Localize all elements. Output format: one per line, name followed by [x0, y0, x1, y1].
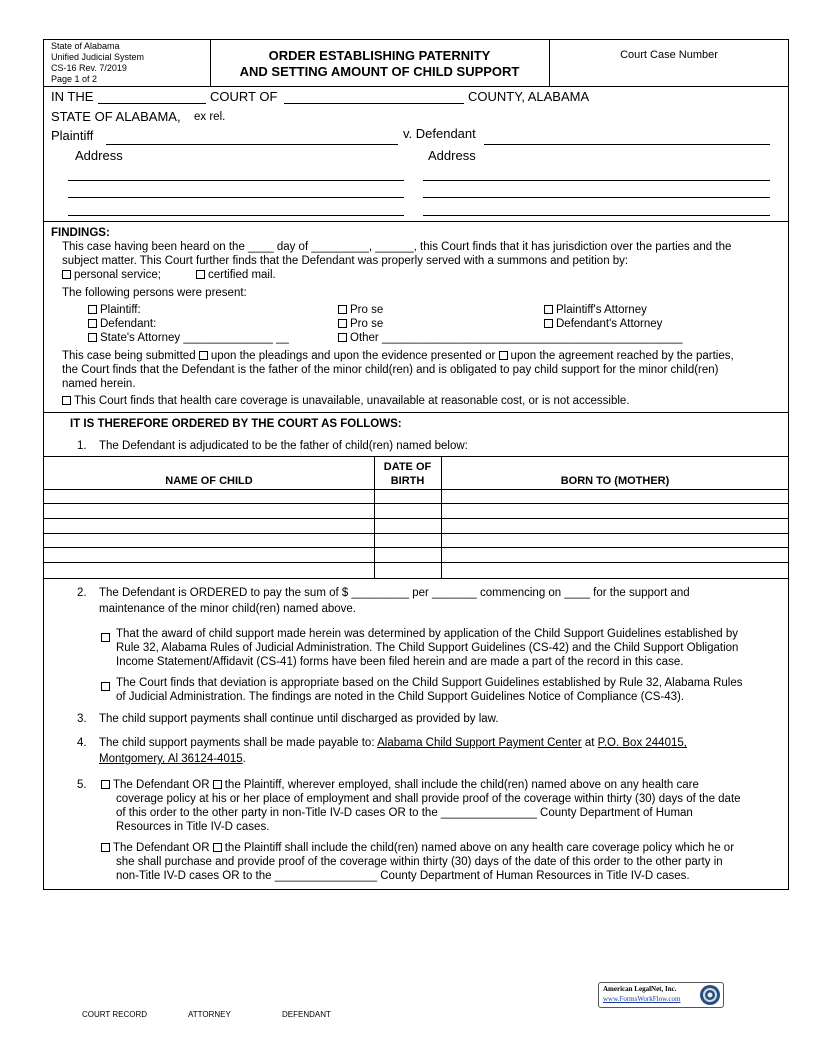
- plaintiff-attorney-label: Plaintiff's Attorney: [556, 304, 647, 316]
- payee-name: Alabama Child Support Payment Center: [377, 737, 582, 749]
- caption-divider: [43, 221, 789, 222]
- plaintiff-attorney-option[interactable]: [544, 303, 647, 317]
- item5a-plaintiff-checkbox[interactable]: [213, 780, 222, 789]
- order-heading: IT IS THEREFORE ORDERED BY THE COURT AS FOLLOWS:: [70, 418, 402, 430]
- item3-text: The child support payments shall continue until discharged as provided by law.: [99, 713, 499, 725]
- footer-court-record: COURT RECORD: [82, 1010, 148, 1019]
- item4-intro: The child support payments shall be made payable to:: [99, 737, 375, 749]
- defendant-address-line-2[interactable]: [423, 197, 770, 198]
- item5b-defendant-checkbox[interactable]: [101, 843, 110, 852]
- defendant-address-label: Address: [428, 148, 476, 163]
- item5a-defendant-label: The Defendant OR: [113, 779, 210, 791]
- payee-city: Montgomery, Al 36124-4015: [99, 753, 243, 765]
- defendant-address-line-3[interactable]: [423, 215, 770, 216]
- defendant-label: v. Defendant: [403, 126, 476, 141]
- defendant-attorney-label: Defendant's Attorney: [556, 318, 663, 330]
- state-attorney-label: State's Attorney ______________ __: [100, 332, 289, 344]
- form-title-line1: ORDER ESTABLISHING PATERNITY: [268, 48, 491, 63]
- table-row[interactable]: [43, 562, 789, 563]
- col-dob-line1: DATE OF: [383, 461, 432, 473]
- header-vrule-2: [549, 39, 550, 86]
- item4-line2: [99, 752, 246, 766]
- item5a-text: the Plaintiff, wherever employed, shall include the child(ren) named above on any health care: [224, 779, 699, 791]
- defendant-present-checkbox[interactable]: [88, 319, 97, 328]
- county-field[interactable]: [284, 103, 464, 104]
- item5b-plaintiff-checkbox[interactable]: [213, 843, 222, 852]
- deviation-line1: The Court finds that deviation is appropriate based on the Child Support Guidelines established by Rule 32, Alabama Rules: [116, 677, 743, 689]
- present-state-attorney-option[interactable]: [88, 331, 289, 345]
- item5a-line1: [101, 778, 699, 792]
- other-present-label: Other _______________________________________________: [350, 332, 683, 344]
- col-born-to-mother: BORN TO (MOTHER): [560, 475, 670, 487]
- item5b-line2: she shall purchase and provide proof of the coverage within thirty (30) days of the date of this order to the other party in: [116, 856, 723, 868]
- item5a-line3: of this order to the other party in non-Title IV-D cases OR to the _______________ County Department of Human: [116, 807, 693, 819]
- defendant-address-line-1[interactable]: [423, 180, 770, 181]
- footer-defendant: DEFENDANT: [282, 1010, 331, 1019]
- agreement-checkbox[interactable]: [499, 351, 508, 360]
- logo-name: American LegalNet, Inc.: [603, 985, 677, 993]
- guidelines-line1: That the award of child support made herein was determined by application of the Child Support Guidelines established by: [116, 628, 739, 640]
- item4-number: 4.: [77, 737, 87, 749]
- findings-heading: FINDINGS:: [51, 227, 110, 239]
- globe-icon: [699, 984, 721, 1006]
- table-row[interactable]: [43, 518, 789, 519]
- state-exrel-label: STATE OF ALABAMA,: [51, 109, 181, 124]
- item1-text: The Defendant is adjudicated to be the father of child(ren) named below:: [99, 440, 468, 452]
- submitted-intro: This case being submitted: [62, 350, 196, 362]
- deviation-line2: of Judicial Administration. The findings are noted in the Child Support Guidelines Notice of Compliance (CS-43).: [116, 691, 685, 703]
- form-revision: CS-16 Rev. 7/2019: [51, 63, 127, 73]
- item1-number: 1.: [77, 440, 87, 452]
- pro-se-plaintiff-checkbox[interactable]: [338, 305, 347, 314]
- agreement-label: upon the agreement reached by the parties,: [510, 350, 734, 362]
- service-personal-option[interactable]: [62, 268, 161, 282]
- submitted-line2: the Court finds that the Defendant is the father of the minor child(ren) and is obligated to pay child support for the minor child(ren): [62, 364, 719, 376]
- findings-p1-line1: This case having been heard on the ____ day of _________, ______, this Court finds that it has jurisdiction over the parties and the: [62, 241, 732, 253]
- findings-p1-line2: subject matter. This Court further finds that the Defendant was properly served with a summons and petition by:: [62, 255, 629, 267]
- pro-se-plaintiff-label: Pro se: [350, 304, 384, 316]
- header-divider: [43, 86, 789, 87]
- in-the-label: IN THE: [51, 89, 94, 104]
- item4-line1: [99, 736, 687, 750]
- item5a-line4: Resources in Title IV-D cases.: [116, 821, 270, 833]
- item5b-line1: [101, 841, 734, 855]
- defendant-attorney-option[interactable]: [544, 317, 662, 331]
- pro-se-defendant-label: Pro se: [350, 318, 384, 330]
- certified-mail-checkbox[interactable]: [196, 270, 205, 279]
- item5b-text: the Plaintiff shall include the child(ren) named above on any health care coverage policy which he or: [224, 842, 735, 854]
- col-dob-line2: BIRTH: [390, 475, 425, 487]
- present-plaintiff-option[interactable]: [88, 303, 141, 317]
- court-type-field[interactable]: [98, 103, 206, 104]
- table-bottom-rule: [43, 578, 789, 579]
- pleadings-checkbox[interactable]: [199, 351, 208, 360]
- court-of-label: COURT OF: [210, 89, 278, 104]
- findings-divider: [43, 412, 789, 413]
- ex-rel-label: ex rel.: [194, 111, 226, 123]
- form-title-line2: AND SETTING AMOUNT OF CHILD SUPPORT: [239, 64, 520, 79]
- item5a-defendant-checkbox[interactable]: [101, 780, 110, 789]
- defendant-attorney-checkbox[interactable]: [544, 319, 553, 328]
- table-row[interactable]: [43, 533, 789, 534]
- guidelines-line2: Rule 32, Alabama Rules of Judicial Administration. The Child Support Guidelines (CS-42) and the Child Support Obligation: [116, 642, 739, 654]
- other-present-checkbox[interactable]: [338, 333, 347, 342]
- item5-number: 5.: [77, 779, 87, 791]
- table-top-rule: [43, 456, 789, 457]
- item4-at: at: [584, 737, 595, 749]
- footer-attorney: ATTORNEY: [188, 1010, 231, 1019]
- table-row[interactable]: [43, 489, 789, 490]
- plaintiff-address-label: Address: [75, 148, 123, 163]
- plaintiff-attorney-checkbox[interactable]: [544, 305, 553, 314]
- health-coverage-label: This Court finds that health care coverage is unavailable, unavailable at reasonable cost, or is not accessible.: [74, 395, 630, 407]
- plaintiff-address-line-1[interactable]: [68, 180, 404, 181]
- service-mail-option[interactable]: [196, 268, 276, 282]
- item5b-line3: non-Title IV-D cases OR to the ________________ County Department of Human Resources in Title IV-D cases.: [116, 870, 690, 882]
- item2-number: 2.: [77, 587, 87, 599]
- plaintiff-name-field[interactable]: [106, 144, 398, 145]
- defendant-present-label: Defendant:: [100, 318, 157, 330]
- payee-po-box: P.O. Box 244015,: [597, 737, 687, 749]
- deviation-checkbox[interactable]: [101, 677, 113, 695]
- personal-service-checkbox[interactable]: [62, 270, 71, 279]
- item2-line2: maintenance of the minor child(ren) named above.: [99, 603, 356, 615]
- present-intro: The following persons were present:: [62, 287, 247, 299]
- item3-number: 3.: [77, 713, 87, 725]
- health-coverage-option[interactable]: [62, 394, 630, 408]
- submitted-line3: named herein.: [62, 378, 136, 390]
- logo-url[interactable]: www.FormsWorkFlow.com: [603, 995, 681, 1003]
- plaintiff-present-label: Plaintiff:: [100, 304, 141, 316]
- plaintiff-label: Plaintiff: [51, 128, 94, 143]
- plaintiff-present-checkbox[interactable]: [88, 305, 97, 314]
- case-number-label: Court Case Number: [620, 49, 718, 61]
- table-row[interactable]: [43, 503, 789, 504]
- page-number: Page 1 of 2: [51, 74, 98, 84]
- col-name-of-child: NAME OF CHILD: [165, 475, 253, 487]
- guidelines-checkbox[interactable]: [101, 628, 113, 646]
- present-defendant-option[interactable]: [88, 317, 156, 331]
- plaintiff-address-line-3[interactable]: [68, 215, 404, 216]
- item5b-defendant-label: The Defendant OR: [113, 842, 210, 854]
- pleadings-label: upon the pleadings and upon the evidence presented or: [210, 350, 496, 362]
- defendant-name-field[interactable]: [484, 144, 770, 145]
- other-present-option[interactable]: [338, 331, 683, 345]
- system-label: Unified Judicial System: [51, 52, 145, 62]
- state-label: State of Alabama: [51, 41, 120, 51]
- table-row[interactable]: [43, 547, 789, 548]
- pro-se-defendant-checkbox[interactable]: [338, 319, 347, 328]
- state-attorney-checkbox[interactable]: [88, 333, 97, 342]
- item4-period: .: [242, 753, 246, 765]
- guidelines-line3: Income Statement/Affidavit (CS-41) forms have been filed herein and are made a part of the record in this case.: [116, 656, 684, 668]
- certified-mail-label: certified mail.: [208, 269, 276, 281]
- american-legalnet-logo[interactable]: [598, 982, 724, 1008]
- pro-se-defendant-option[interactable]: [338, 317, 383, 331]
- county-label: COUNTY, ALABAMA: [468, 89, 590, 104]
- pro-se-plaintiff-option[interactable]: [338, 303, 383, 317]
- health-coverage-checkbox[interactable]: [62, 396, 71, 405]
- personal-service-label: personal service;: [74, 269, 161, 281]
- plaintiff-address-line-2[interactable]: [68, 197, 404, 198]
- item5a-line2: coverage policy at his or her place of employment and shall provide proof of the coverage within thirty (30) days of the date: [116, 793, 741, 805]
- item2-line1: The Defendant is ORDERED to pay the sum of $ _________ per _______ commencing on ____ for the support and: [99, 587, 690, 599]
- submitted-line1: [62, 349, 734, 363]
